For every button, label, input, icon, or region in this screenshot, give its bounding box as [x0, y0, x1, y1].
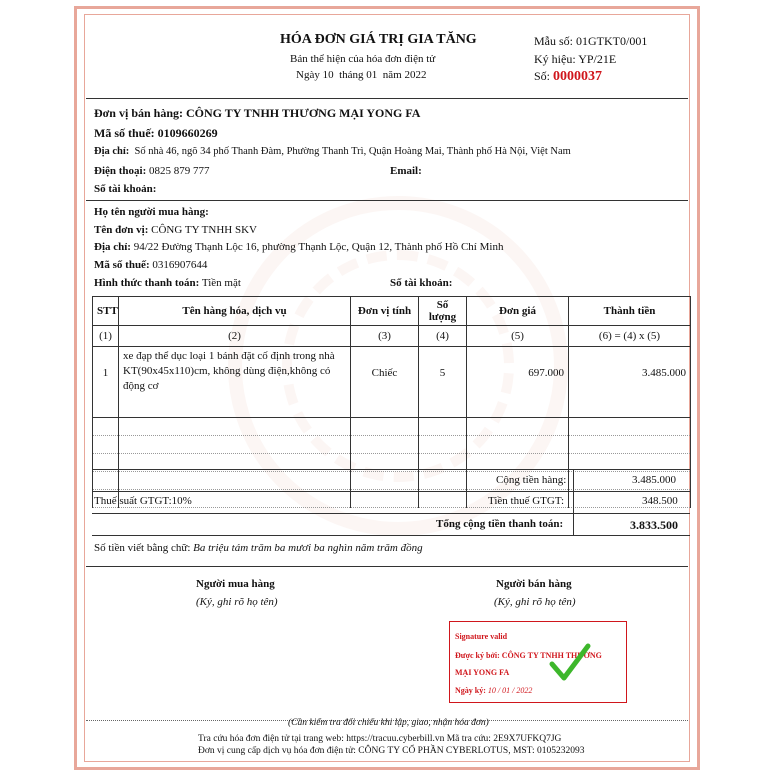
- index-cell: (5): [467, 326, 569, 347]
- item-price: 697.000: [467, 347, 569, 418]
- check-note: (Cần kiểm tra đối chiếu khi lập, giao, nhận hóa đơn): [288, 718, 489, 728]
- item-unit: Chiếc: [351, 347, 419, 418]
- buyer-company: Tên đơn vị: CÔNG TY TNHH SKV: [94, 224, 257, 236]
- subtotal-label: Cộng tiền hàng:: [496, 474, 567, 486]
- col-amount: Thành tiền: [569, 297, 691, 326]
- table-index-row: [93, 326, 691, 347]
- seller-phone: Điện thoại: 0825 879 777: [94, 165, 210, 177]
- divider: [86, 566, 688, 567]
- form-number: Mẫu số: 01GTKT0/001: [534, 34, 648, 48]
- invoice-date: Ngày 10 tháng 01 năm 2022: [296, 69, 427, 81]
- vat-rate: Thuế suất GTGT:10%: [94, 495, 192, 507]
- table-row: [93, 347, 691, 418]
- provider-info: Đơn vị cung cấp dịch vụ hóa đơn điện tử: CÔNG TY CỔ PHẦN CYBERLOTUS, MST: 0105232093: [198, 746, 585, 756]
- seller-name: Đơn vị bán hàng: CÔNG TY TNHH THƯƠNG MẠI YONG FA: [94, 106, 421, 120]
- buyer-address: Địa chỉ: 94/22 Đường Thạnh Lộc 16, phường Thạnh Lộc, Quận 12, Thành phố Hồ Chí Minh: [94, 241, 504, 253]
- subtotal-value: 3.485.000: [632, 474, 676, 486]
- buyer-account: Số tài khoản:: [390, 277, 453, 289]
- signature-valid: Signature valid: [455, 632, 508, 641]
- col-qty: Số lượng: [419, 297, 467, 326]
- buyer-tax-code: Mã số thuế: 0316907644: [94, 259, 208, 271]
- index-cell: (2): [119, 326, 351, 347]
- item-name: xe đạp thể dục loại 1 bánh đặt cố định trong nhà KT(90x45x110)cm, không dùng điện,không có động cơ: [119, 347, 351, 418]
- sign-date: Ngày ký: 10 / 01 / 2022: [455, 686, 533, 695]
- col-unit: Đơn vị tính: [351, 297, 419, 326]
- seller-tax-code: Mã số thuế: 0109660269: [94, 126, 218, 140]
- divider: [92, 535, 690, 536]
- item-stt: 1: [93, 347, 119, 418]
- grand-total-value: 3.833.500: [630, 518, 678, 532]
- vat-label: Tiền thuế GTGT:: [488, 495, 565, 507]
- invoice-number: Số: 0000037: [534, 69, 603, 84]
- col-stt: STT: [93, 297, 119, 326]
- seller-email: Email:: [390, 165, 422, 177]
- index-cell: (4): [419, 326, 467, 347]
- col-name: Tên hàng hóa, dịch vụ: [119, 297, 351, 326]
- divider: [86, 98, 688, 99]
- grand-total-label: Tổng cộng tiền thanh toán:: [436, 518, 564, 530]
- payment-method: Hình thức thanh toán: Tiền mặt: [94, 277, 241, 289]
- signed-by-line2: MẠI YONG FA: [455, 668, 510, 677]
- item-qty: 5: [419, 347, 467, 418]
- table-header-row: [93, 297, 691, 326]
- table-row-empty: [93, 472, 691, 490]
- divider: [92, 469, 690, 470]
- buyer-sign-title: Người mua hàng: [196, 578, 275, 590]
- buyer-sign-note: (Ký, ghi rõ họ tên): [196, 596, 278, 608]
- index-cell: (3): [351, 326, 419, 347]
- signed-by: Được ký bởi: CÔNG TY TNHH THƯƠNG: [455, 651, 602, 660]
- item-amount: 3.485.000: [569, 347, 691, 418]
- amount-in-words: Số tiền viết bằng chữ: Ba triệu tám trăm ba mươi ba nghìn năm trăm đồng: [94, 542, 423, 554]
- divider: [92, 491, 690, 492]
- invoice-symbol: Ký hiệu: YP/21E: [534, 52, 617, 66]
- checkmark-icon: [548, 642, 592, 684]
- vat-value: 348.500: [642, 495, 678, 507]
- invoice-title: HÓA ĐƠN GIÁ TRỊ GIA TĂNG: [280, 32, 477, 47]
- index-cell: (1): [93, 326, 119, 347]
- buyer-name: Họ tên người mua hàng:: [94, 206, 209, 218]
- items-table: [92, 296, 691, 508]
- lookup-info: Tra cứu hóa đơn điện tử tại trang web: https://tracuu.cyberbill.vn Mã tra cứu: 2E9X7UFKQ7JG: [198, 734, 562, 744]
- table-row-empty: [93, 436, 691, 454]
- invoice-subtitle: Bản thể hiện của hóa đơn điện tử: [290, 53, 436, 65]
- table-row-empty: [93, 418, 691, 436]
- col-price: Đơn giá: [467, 297, 569, 326]
- divider: [573, 469, 574, 535]
- seller-address: Địa chỉ: Số nhà 46, ngõ 34 phố Thanh Đàm, Phường Thanh Trì, Quận Hoàng Mai, Thành phố Hà Nội, Việt Nam: [94, 146, 571, 157]
- seller-sign-title: Người bán hàng: [496, 578, 572, 590]
- seller-sign-note: (Ký, ghi rõ họ tên): [494, 596, 576, 608]
- divider: [86, 200, 688, 201]
- divider: [92, 513, 690, 514]
- index-cell: (6) = (4) x (5): [569, 326, 691, 347]
- seller-account: Số tài khoản:: [94, 183, 157, 195]
